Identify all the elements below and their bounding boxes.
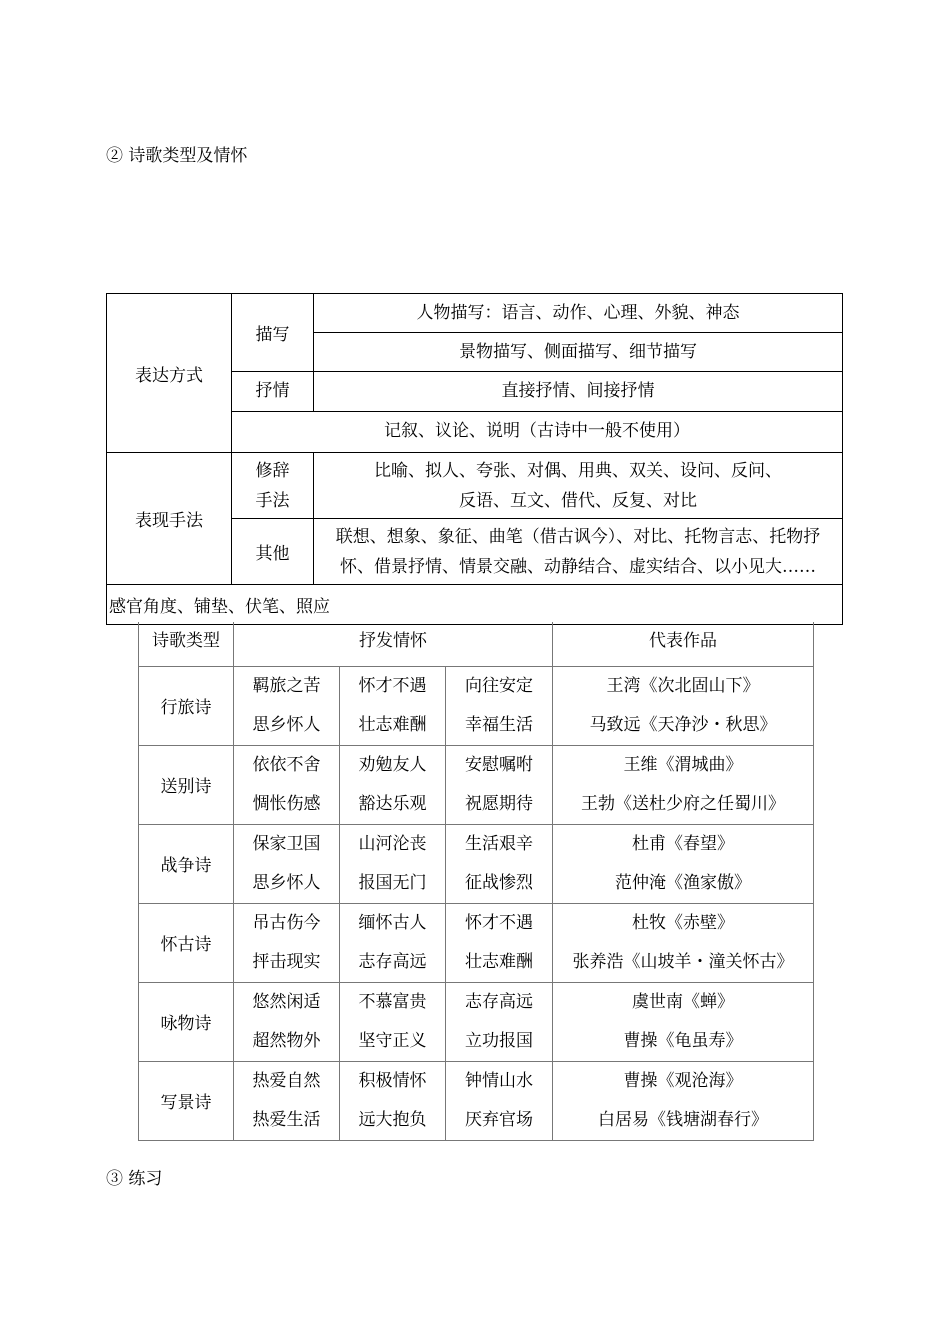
feeling-cell (234, 666, 340, 745)
feeling-cell (446, 1061, 553, 1140)
feeling-cell (446, 745, 553, 824)
feeling-phrase: 热爱生活 (252, 1109, 321, 1130)
other-technique-line: 联想、想象、象征、曲笔（借古讽今）、对比、托物言志、托物抒 (335, 526, 821, 547)
representative-work: 范仲淹《渔家傲》 (615, 872, 751, 893)
representative-work: 王勃《送杜少府之任蜀川》 (581, 793, 785, 814)
feeling-phrase: 保家卫国 (252, 833, 321, 854)
feeling-phrase: 钟情山水 (465, 1070, 533, 1091)
feeling-phrase: 缅怀古人 (358, 912, 427, 933)
table-row (139, 903, 814, 982)
feeling-phrase: 超然物外 (252, 1030, 321, 1051)
header-poetry-type: 诗歌类型 (139, 622, 234, 666)
feeling-phrase: 生活艰辛 (465, 833, 533, 854)
feeling-phrase: 不慕富贵 (358, 991, 427, 1012)
other-expression-modes: 记叙、议论、说明（古诗中一般不使用） (232, 412, 843, 453)
rhetoric-line: 比喻、拟人、夸张、对偶、用典、双关、设问、反问、 (374, 460, 782, 481)
table-row (139, 745, 814, 824)
feeling-phrase: 思乡怀人 (252, 872, 321, 893)
representative-work: 白居易《钱塘湖春行》 (598, 1109, 768, 1130)
other-technique-label: 其他 (232, 519, 314, 585)
feeling-phrase: 热爱自然 (252, 1070, 321, 1091)
feeling-cell (234, 982, 340, 1061)
feeling-phrase: 劝勉友人 (358, 754, 427, 775)
expression-mode-label: 表达方式 (107, 294, 232, 453)
sensory-perspective-row: 感官角度、铺垫、伏笔、照应 (107, 585, 843, 625)
expression-technique-table (106, 293, 843, 625)
description-item: 人物描写：语言、动作、心理、外貌、神态 (314, 294, 843, 333)
representative-work: 曹操《观沧海》 (623, 1070, 743, 1091)
feeling-cell (340, 745, 446, 824)
representative-work: 马致远《天净沙・秋思》 (589, 714, 777, 735)
rhetoric-label-line: 修辞 (255, 460, 290, 481)
other-technique-line: 怀、借景抒情、情景交融、动静结合、虚实结合、以小见大…… (340, 556, 816, 577)
representative-works-cell (553, 666, 814, 745)
poetry-type-cell: 送别诗 (139, 745, 234, 824)
feeling-phrase: 壮志难酬 (358, 714, 427, 735)
header-feelings: 抒发情怀 (234, 622, 553, 666)
table-row (139, 666, 814, 745)
representative-work: 虞世南《蝉》 (632, 991, 734, 1012)
feeling-phrase: 抨击现实 (252, 951, 321, 972)
poetry-type-table (138, 622, 814, 1141)
representative-works-cell (553, 1061, 814, 1140)
description-label: 描写 (232, 294, 314, 372)
feeling-cell (446, 824, 553, 903)
table-row (139, 1061, 814, 1140)
representative-works-cell (553, 982, 814, 1061)
poetry-type-cell: 行旅诗 (139, 666, 234, 745)
feeling-cell (340, 903, 446, 982)
rhetoric-content (314, 453, 843, 519)
feeling-phrase: 报国无门 (358, 872, 427, 893)
feeling-cell (446, 903, 553, 982)
feeling-cell (234, 745, 340, 824)
lyric-value: 直接抒情、间接抒情 (314, 372, 843, 412)
representative-work: 杜牧《赤壁》 (632, 912, 734, 933)
technique-label: 表现手法 (107, 453, 232, 585)
feeling-phrase: 志存高远 (358, 951, 427, 972)
feeling-phrase: 吊古伤今 (252, 912, 321, 933)
feeling-phrase: 向往安定 (465, 675, 533, 696)
feeling-phrase: 思乡怀人 (252, 714, 321, 735)
poetry-type-cell: 怀古诗 (139, 903, 234, 982)
feeling-phrase: 远大抱负 (358, 1109, 427, 1130)
other-technique-content (314, 519, 843, 585)
feeling-cell (340, 1061, 446, 1140)
feeling-cell (446, 982, 553, 1061)
header-representative-works: 代表作品 (553, 622, 814, 666)
feeling-phrase: 积极情怀 (358, 1070, 427, 1091)
feeling-cell (234, 1061, 340, 1140)
lyric-label: 抒情 (232, 372, 314, 412)
feeling-phrase: 厌弃官场 (465, 1109, 533, 1130)
feeling-cell (340, 666, 446, 745)
representative-work: 杜甫《春望》 (632, 833, 734, 854)
representative-work: 王维《渭城曲》 (623, 754, 743, 775)
table-row (139, 982, 814, 1061)
feeling-phrase: 壮志难酬 (465, 951, 533, 972)
feeling-phrase: 幸福生活 (465, 714, 533, 735)
representative-works-cell (553, 903, 814, 982)
representative-works-cell (553, 745, 814, 824)
feeling-phrase: 志存高远 (465, 991, 533, 1012)
poetry-type-cell: 咏物诗 (139, 982, 234, 1061)
feeling-phrase: 羁旅之苦 (252, 675, 321, 696)
poetry-type-cell: 写景诗 (139, 1061, 234, 1140)
rhetoric-line: 反语、互文、借代、反复、对比 (459, 490, 697, 511)
representative-work: 曹操《龟虽寿》 (623, 1030, 743, 1051)
feeling-phrase: 怀才不遇 (358, 675, 427, 696)
feeling-phrase: 坚守正义 (358, 1030, 427, 1051)
rhetoric-label-line: 手法 (255, 490, 290, 511)
feeling-phrase: 悠然闲适 (252, 991, 321, 1012)
feeling-phrase: 豁达乐观 (358, 793, 427, 814)
feeling-cell (446, 666, 553, 745)
feeling-cell (234, 824, 340, 903)
representative-work: 王湾《次北固山下》 (606, 675, 760, 696)
feeling-cell (340, 824, 446, 903)
poetry-type-cell: 战争诗 (139, 824, 234, 903)
feeling-phrase: 安慰嘱咐 (465, 754, 533, 775)
feeling-phrase: 征战惨烈 (465, 872, 533, 893)
feeling-phrase: 依依不舍 (252, 754, 321, 775)
description-item: 景物描写、侧面描写、细节描写 (314, 333, 843, 372)
feeling-cell (234, 903, 340, 982)
feeling-phrase: 惆怅伤感 (252, 793, 321, 814)
section-heading-practice: ③ 练习 (106, 1169, 163, 1189)
representative-works-cell (553, 824, 814, 903)
representative-work: 张养浩《山坡羊・潼关怀古》 (572, 951, 794, 972)
feeling-phrase: 怀才不遇 (465, 912, 533, 933)
feeling-phrase: 祝愿期待 (465, 793, 533, 814)
feeling-cell (340, 982, 446, 1061)
feeling-phrase: 立功报国 (465, 1030, 533, 1051)
section-heading-poetry-types: ② 诗歌类型及情怀 (106, 146, 248, 166)
feeling-phrase: 山河沦丧 (358, 833, 427, 854)
table-row (139, 824, 814, 903)
rhetoric-label (232, 453, 314, 519)
